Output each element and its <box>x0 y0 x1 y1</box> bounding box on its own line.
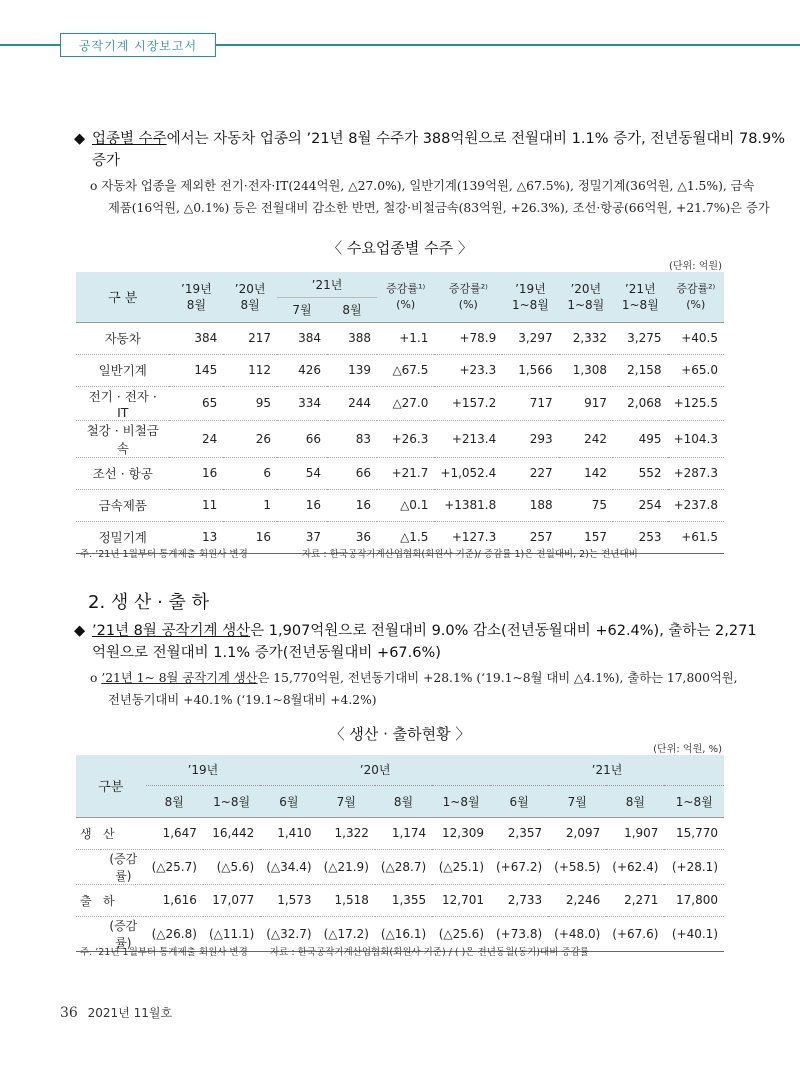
col-change-1: 증감률¹⁾ (%) <box>377 272 434 322</box>
row-label: 자동차 <box>76 322 169 354</box>
col-21: ’21년 <box>277 272 377 297</box>
month-header: 7월 <box>548 785 606 817</box>
cell: 24 <box>169 420 223 457</box>
table-row <box>76 354 724 386</box>
row-label: (증감률) <box>101 916 146 951</box>
month-header: 1~8월 <box>432 785 490 817</box>
cell: 12,309 <box>432 817 490 849</box>
cell: 1,616 <box>146 884 203 916</box>
header-title: 공작기계 시장보고서 <box>60 33 216 57</box>
cell: 253 <box>613 521 667 553</box>
cell: △67.5 <box>377 354 434 386</box>
cell: 2,068 <box>613 386 667 420</box>
cell: 717 <box>502 386 558 420</box>
cell: 217 <box>223 322 277 354</box>
cell: (+40.1) <box>664 916 724 951</box>
cell: 254 <box>613 489 667 521</box>
row-label: 정밀기계 <box>76 521 169 553</box>
cell: 17,077 <box>203 884 260 916</box>
cell: (△16.1) <box>375 916 432 951</box>
prod-main-line2: 억원으로 전월대비 1.1% 증가(전년동월대비 +67.6%) <box>92 645 441 661</box>
cell: 83 <box>327 420 377 457</box>
col-20-cum: ’20년 1~8월 <box>559 272 613 322</box>
cell: 12,701 <box>432 884 490 916</box>
cell: 1,355 <box>375 884 432 916</box>
orders-table <box>76 272 724 554</box>
row-label: 철강 · 비철금속 <box>76 420 169 457</box>
table-row <box>76 884 724 916</box>
cell: 65 <box>169 386 223 420</box>
page-number: 36 <box>60 1005 78 1021</box>
year-19: ’19년 <box>146 755 261 785</box>
cell: 1,174 <box>375 817 432 849</box>
cell: 2,733 <box>490 884 548 916</box>
cell: 293 <box>502 420 558 457</box>
cell: △1.5 <box>377 521 434 553</box>
circle-bullet-icon: o <box>90 179 98 193</box>
cell: 95 <box>223 386 277 420</box>
cell: 2,246 <box>548 884 606 916</box>
diamond-bullet-icon: ◆ <box>74 131 86 147</box>
cell: 11 <box>169 489 223 521</box>
col-group: 구분 <box>76 755 146 817</box>
year-20: ’20년 <box>260 755 490 785</box>
table2-title: 〈 생산 · 출하현황 〉 <box>329 725 471 743</box>
col-change-2: 증감률²⁾ (%) <box>434 272 502 322</box>
cell: +23.3 <box>434 354 502 386</box>
cell: +78.9 <box>434 322 502 354</box>
table-row <box>76 489 724 521</box>
cell: △0.1 <box>377 489 434 521</box>
table2-unit: (단위: 억원, %) <box>653 744 722 755</box>
cell: 384 <box>277 322 327 354</box>
cell: +127.3 <box>434 521 502 553</box>
cell: 16 <box>327 489 377 521</box>
cell: 257 <box>502 521 558 553</box>
underlined-text: ’21년 1~ 8월 공작기계 생산 <box>101 671 258 685</box>
cell: 227 <box>502 457 558 489</box>
cell: 2,158 <box>613 354 667 386</box>
issue-label: 2021년 11월호 <box>87 1006 173 1020</box>
cell: +287.3 <box>668 457 725 489</box>
cell: (+62.4) <box>606 849 664 884</box>
cell: (△21.9) <box>318 849 375 884</box>
table1-note-right: 자료 : 한국공작기계산업협회(회원사 기준)/ 증감률 1)은 전월대비, 2)는 전년대비 <box>302 549 638 560</box>
col-19-aug: ’19년 8월 <box>169 272 223 322</box>
cell: +26.3 <box>377 420 434 457</box>
month-header: 6월 <box>490 785 548 817</box>
cell: 15,770 <box>664 817 724 849</box>
cell: 2,357 <box>490 817 548 849</box>
cell: 66 <box>327 457 377 489</box>
cell: 1,410 <box>260 817 317 849</box>
table2-note-left: 주. ’21년 1월부터 통계제출 회원사 변경 <box>80 947 248 958</box>
production-table <box>76 755 724 952</box>
cell: (△11.1) <box>203 916 260 951</box>
orders-main-text <box>74 128 785 150</box>
cell: 36 <box>327 521 377 553</box>
cell: 6 <box>223 457 277 489</box>
circle-bullet-icon: o <box>90 671 98 685</box>
cell: 112 <box>223 354 277 386</box>
table1-unit: (단위: 억원) <box>669 261 722 272</box>
cell: 66 <box>277 420 327 457</box>
cell: (+58.5) <box>548 849 606 884</box>
cell: +61.5 <box>668 521 725 553</box>
cell: 157 <box>559 521 613 553</box>
cell: (△26.8) <box>146 916 203 951</box>
cell: 1,573 <box>260 884 317 916</box>
table-row <box>76 420 724 457</box>
cell: △27.0 <box>377 386 434 420</box>
cell: 244 <box>327 386 377 420</box>
cell: (+73.8) <box>490 916 548 951</box>
row-label: 일반기계 <box>76 354 169 386</box>
cell: 3,275 <box>613 322 667 354</box>
cell: +40.5 <box>668 322 725 354</box>
cell: 495 <box>613 420 667 457</box>
orders-sub-line1: o 자동차 업종을 제외한 전기·전자·IT(244억원, △27.0%), 일반기계(139억원, △67.5%), 정밀기계(36억원, △1.5%), 금속 <box>90 179 755 193</box>
prod-sub-line1 <box>90 668 738 689</box>
orders-main-line2: 증가 <box>92 153 121 169</box>
row-spacer <box>76 849 101 884</box>
month-header: 1~8월 <box>664 785 724 817</box>
cell: 1,647 <box>146 817 203 849</box>
underlined-text: 업종별 수주 <box>92 131 167 147</box>
underlined-text: ’21년 8월 공작기계 생산 <box>92 623 251 639</box>
col-21-cum: ’21년 1~8월 <box>613 272 667 322</box>
cell: 1,518 <box>318 884 375 916</box>
col-20-aug: ’20년 8월 <box>223 272 277 322</box>
table1-title: 〈 수요업종별 수주 〉 <box>327 239 473 257</box>
table-row <box>76 457 724 489</box>
month-header: 8월 <box>606 785 664 817</box>
cell: +213.4 <box>434 420 502 457</box>
footer <box>60 1004 172 1021</box>
cell: +104.3 <box>668 420 725 457</box>
cell: 388 <box>327 322 377 354</box>
table-row <box>76 849 724 884</box>
cell: 1,322 <box>318 817 375 849</box>
cell: 917 <box>559 386 613 420</box>
cell: (+28.1) <box>664 849 724 884</box>
row-label: (증감률) <box>101 849 146 884</box>
cell: (△28.7) <box>375 849 432 884</box>
cell: 54 <box>277 457 327 489</box>
cell: 16,442 <box>203 817 260 849</box>
month-header: 1~8월 <box>203 785 260 817</box>
cell: +1381.8 <box>434 489 502 521</box>
month-header: 7월 <box>318 785 375 817</box>
text-run: 은 1,907억원으로 전월대비 9.0% 감소(전년동월대비 +62.4%), 출하는 2,271 <box>250 623 757 639</box>
cell: 145 <box>169 354 223 386</box>
col-19-cum: ’19년 1~8월 <box>502 272 558 322</box>
col-21-jul: 7월 <box>277 297 327 322</box>
cell: 142 <box>559 457 613 489</box>
prod-main-text <box>74 620 757 642</box>
cell: 26 <box>223 420 277 457</box>
cell: 75 <box>559 489 613 521</box>
col-change-3: 증감률²⁾ (%) <box>668 272 725 322</box>
cell: (△34.4) <box>260 849 317 884</box>
table-row <box>76 817 724 849</box>
diamond-bullet-icon: ◆ <box>74 623 86 639</box>
cell: 2,332 <box>559 322 613 354</box>
cell: 384 <box>169 322 223 354</box>
table2-note-right: 자료 : 한국공작기계산업협회(회원사 기준) / ( )은 전년동월(동기)대비 증감률 <box>270 947 589 958</box>
row-label: 조선 · 항공 <box>76 457 169 489</box>
cell: 426 <box>277 354 327 386</box>
cell: 552 <box>613 457 667 489</box>
text-run: 에서는 자동차 업종의 ’21년 8월 수주가 388억원으로 전월대비 1.1% 증가, 전년동월대비 78.9% <box>166 131 786 147</box>
cell: 16 <box>277 489 327 521</box>
cell: 1 <box>223 489 277 521</box>
cell: (+48.0) <box>548 916 606 951</box>
table-row <box>76 322 724 354</box>
cell: (△25.6) <box>432 916 490 951</box>
prod-sub-line2: 전년동기대비 +40.1% (‘19.1~8월대비 +4.2%) <box>108 693 377 707</box>
cell: +157.2 <box>434 386 502 420</box>
cell: +125.5 <box>668 386 725 420</box>
cell: +21.7 <box>377 457 434 489</box>
cell: 188 <box>502 489 558 521</box>
row-label: 출 하 <box>76 884 146 916</box>
text-run: 은 15,770억원, 전년동기대비 +28.1% (‘19.1~8월 대비 △4.1%), 출하는 17,800억원, <box>257 671 738 685</box>
col-21-aug: 8월 <box>327 297 377 322</box>
cell: +65.0 <box>668 354 725 386</box>
cell: 1,566 <box>502 354 558 386</box>
cell: 13 <box>169 521 223 553</box>
cell: 2,271 <box>606 884 664 916</box>
cell: (△17.2) <box>318 916 375 951</box>
month-header: 6월 <box>260 785 317 817</box>
cell: 3,297 <box>502 322 558 354</box>
cell: 242 <box>559 420 613 457</box>
cell: +237.8 <box>668 489 725 521</box>
month-header: 8월 <box>375 785 432 817</box>
row-label: 생 산 <box>76 817 146 849</box>
table-row <box>76 386 724 420</box>
row-label: 금속제품 <box>76 489 169 521</box>
section-title: 2. 생 산 · 출 하 <box>88 592 210 613</box>
month-header: 8월 <box>146 785 203 817</box>
row-label: 전기 · 전자 · IT <box>76 386 169 420</box>
cell: (△5.6) <box>203 849 260 884</box>
col-group: 구 분 <box>76 272 169 322</box>
cell: 1,907 <box>606 817 664 849</box>
cell: (+67.6) <box>606 916 664 951</box>
cell: (△32.7) <box>260 916 317 951</box>
cell: 1,308 <box>559 354 613 386</box>
cell: (△25.7) <box>146 849 203 884</box>
cell: +1.1 <box>377 322 434 354</box>
table1-note-left: 주. ’21년 1월부터 통계제출 회원사 변경 <box>80 549 248 560</box>
cell: 17,800 <box>664 884 724 916</box>
orders-sub-line2: 제품(16억원, △0.1%) 등은 전월대비 감소한 반면, 철강·비철금속(83억원, +26.3%), 조선·항공(66억원, +21.7%)은 증가 <box>108 201 770 215</box>
cell: 2,097 <box>548 817 606 849</box>
cell: (+67.2) <box>490 849 548 884</box>
cell: 37 <box>277 521 327 553</box>
cell: 139 <box>327 354 377 386</box>
cell: 334 <box>277 386 327 420</box>
cell: (△25.1) <box>432 849 490 884</box>
cell: 16 <box>169 457 223 489</box>
cell: +1,052.4 <box>434 457 502 489</box>
cell: 16 <box>223 521 277 553</box>
year-21: ’21년 <box>490 755 724 785</box>
